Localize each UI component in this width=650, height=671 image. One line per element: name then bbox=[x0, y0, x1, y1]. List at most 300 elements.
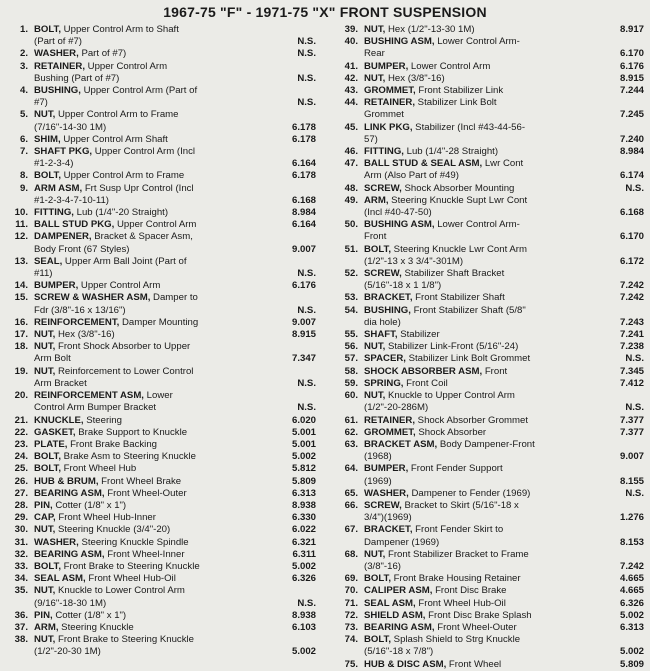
catalog-group-number: 6.178 bbox=[291, 170, 316, 182]
part-number-index: 5. bbox=[19, 109, 28, 121]
catalog-group-number: 5.809 bbox=[291, 475, 316, 487]
part-description-line: Front bbox=[364, 231, 387, 243]
part-number-index: 66. bbox=[344, 499, 358, 511]
part-name: BUSHING, bbox=[34, 85, 81, 97]
part-entry bbox=[334, 488, 644, 500]
catalog-group-number: 7.242 bbox=[619, 280, 644, 292]
part-description-line: BUMPER, Upper Control Arm bbox=[34, 280, 161, 292]
part-name: RETAINER, bbox=[34, 60, 85, 72]
part-description-line: NUT, Front Brake to Steering Knuckle bbox=[34, 634, 194, 646]
part-description-line: GROMMET, Front Stabilizer Link bbox=[364, 85, 504, 97]
part-entry bbox=[4, 610, 320, 622]
part-description-line: BOLT, Steering Knuckle Lwr Cont Arm bbox=[364, 243, 527, 255]
part-description-line: (5/16"-18 x 7/8") bbox=[364, 646, 434, 658]
part-description-line: NUT, Front Stabilizer Bracket to Frame bbox=[364, 548, 529, 560]
part-number-index: 73. bbox=[344, 621, 358, 633]
catalog-group-number: 6.164 bbox=[291, 219, 316, 231]
part-entry bbox=[334, 24, 644, 36]
part-number-index: 14. bbox=[14, 280, 28, 292]
part-entry bbox=[334, 378, 644, 390]
catalog-group-number: 5.002 bbox=[291, 451, 316, 463]
part-number-index: 25. bbox=[14, 463, 28, 475]
part-number-index: 59. bbox=[344, 377, 358, 389]
part-name: NUT, bbox=[34, 365, 56, 377]
part-entry bbox=[334, 366, 644, 378]
part-number-index: 8. bbox=[19, 170, 28, 182]
part-entry bbox=[4, 451, 320, 463]
catalog-group-number: 4.665 bbox=[619, 585, 644, 597]
part-number-index: 11. bbox=[15, 219, 28, 231]
catalog-group-number: N.S. bbox=[297, 597, 316, 609]
part-name: SPACER, bbox=[364, 353, 406, 365]
part-description-line: BOLT, Splash Shield to Strg Knuckle bbox=[364, 634, 521, 646]
part-name: SEAL ASM, bbox=[34, 573, 86, 585]
part-description-line: BEARING ASM, Front Wheel-Outer bbox=[34, 487, 187, 499]
part-name: BOLT, bbox=[34, 560, 62, 572]
part-entry bbox=[334, 573, 644, 585]
part-description-line: (5/16"-18 x 1 1/8") bbox=[364, 280, 442, 292]
part-description-line: BEARING ASM, Front Wheel-Outer bbox=[364, 621, 517, 633]
part-number-index: 1. bbox=[19, 24, 28, 35]
part-number-index: 48. bbox=[344, 182, 358, 194]
part-entry bbox=[334, 341, 644, 353]
part-number-index: 45. bbox=[344, 121, 358, 133]
part-description-line: SHIELD ASM, Front Disc Brake Splash bbox=[364, 609, 532, 621]
part-name: SCREW & WASHER ASM, bbox=[34, 292, 151, 304]
part-description-line: BUSHING, Upper Control Arm (Part of bbox=[34, 85, 198, 97]
part-description-line: WASHER, Steering Knuckle Spindle bbox=[34, 536, 189, 548]
part-description-line: SCREW, Shock Absorber Mounting bbox=[364, 182, 515, 194]
catalog-group-number: 7.347 bbox=[291, 353, 316, 365]
part-description-line: SCREW, Bracket to Skirt (5/16"-18 x bbox=[364, 499, 519, 511]
catalog-group-number: 4.665 bbox=[619, 573, 644, 585]
part-name: PIN, bbox=[34, 609, 53, 621]
part-name: SCREW, bbox=[364, 268, 402, 280]
part-number-index: 44. bbox=[344, 97, 358, 109]
catalog-group-number: N.S. bbox=[297, 48, 316, 60]
parts-column-left bbox=[4, 24, 320, 659]
part-description-line: SEAL ASM, Front Wheel Hub-Oil bbox=[34, 573, 176, 585]
catalog-group-number: 8.938 bbox=[291, 609, 316, 621]
part-number-index: 24. bbox=[14, 451, 28, 463]
part-description-line: BOLT, Front Wheel Hub bbox=[34, 463, 137, 475]
part-number-index: 71. bbox=[344, 597, 358, 609]
part-description-line: (1/2"-20-30 1M) bbox=[34, 646, 101, 658]
part-number-index: 17. bbox=[14, 329, 28, 341]
catalog-group-number: 6.164 bbox=[291, 158, 316, 170]
part-number-index: 42. bbox=[344, 72, 358, 84]
part-entry bbox=[334, 244, 644, 268]
catalog-group-number: 6.311 bbox=[292, 548, 316, 560]
part-name: BALL STUD & SEAL ASM, bbox=[364, 158, 483, 170]
part-entry bbox=[4, 292, 320, 316]
catalog-group-number: 7.245 bbox=[619, 109, 644, 121]
part-description-line: BOLT, Front Brake Housing Retainer bbox=[364, 573, 521, 585]
part-entry bbox=[334, 97, 644, 121]
catalog-group-number: 5.001 bbox=[291, 438, 316, 450]
catalog-group-number: N.S. bbox=[297, 36, 316, 48]
part-name: NUT, bbox=[364, 24, 386, 35]
part-name: BUMPER, bbox=[364, 60, 409, 72]
part-description-line: (1/2"-13 x 3 3/4"-301M) bbox=[364, 255, 464, 267]
part-number-index: 39. bbox=[344, 24, 358, 35]
catalog-group-number: 8.984 bbox=[619, 146, 644, 158]
part-description-line: BUSHING ASM, Lower Control Arm- bbox=[364, 36, 520, 48]
catalog-group-number: 6.326 bbox=[291, 573, 316, 585]
catalog-group-number: 5.002 bbox=[619, 609, 644, 621]
parts-column-right bbox=[334, 24, 644, 671]
catalog-group-number: 6.326 bbox=[619, 597, 644, 609]
part-entry bbox=[334, 463, 644, 487]
catalog-group-number: N.S. bbox=[297, 377, 316, 389]
catalog-group-number: N.S. bbox=[297, 268, 316, 280]
part-entry bbox=[4, 427, 320, 439]
part-number-index: 72. bbox=[344, 609, 358, 621]
part-number-index: 57. bbox=[344, 353, 358, 365]
part-entry bbox=[4, 463, 320, 475]
part-name: BUSHING ASM, bbox=[364, 36, 435, 48]
part-entry bbox=[4, 183, 320, 207]
part-name: HUB & BRUM, bbox=[34, 475, 99, 487]
part-number-index: 34. bbox=[14, 573, 28, 585]
part-name: SHIM, bbox=[34, 133, 61, 145]
part-name: SHAFT, bbox=[364, 329, 398, 341]
part-description-line: ARM, Steering Knuckle Supt Lwr Cont bbox=[364, 194, 528, 206]
part-entry bbox=[334, 36, 644, 60]
part-number-index: 3. bbox=[19, 60, 28, 72]
part-name: BRACKET, bbox=[364, 292, 413, 304]
part-description-line: ARM ASM, Frt Susp Upr Control (Incl bbox=[34, 182, 194, 194]
part-description-line: (7/16"-14-30 1M) bbox=[34, 121, 107, 133]
part-description-line: 57) bbox=[364, 133, 378, 145]
part-description-line: (3/8"-16) bbox=[364, 560, 401, 572]
part-name: NUT, bbox=[34, 585, 56, 597]
part-entry bbox=[334, 292, 644, 304]
part-entry bbox=[334, 122, 644, 146]
part-entry bbox=[4, 537, 320, 549]
part-entry bbox=[334, 549, 644, 573]
part-entry bbox=[4, 573, 320, 585]
part-name: BOLT, bbox=[364, 634, 392, 646]
part-description-line: (Incl #40-47-50) bbox=[364, 207, 432, 219]
part-entry bbox=[4, 61, 320, 85]
catalog-group-number: 8.938 bbox=[291, 499, 316, 511]
part-description-line: SHOCK ABSORBER ASM, Front bbox=[364, 365, 508, 377]
part-description-line: WASHER, Part of #7) bbox=[34, 48, 127, 60]
part-description-line: HUB & BRUM, Front Wheel Brake bbox=[34, 475, 182, 487]
part-description-line: NUT, Hex (1/2"-13-30 1M) bbox=[364, 24, 475, 35]
part-name: HUB & DISC ASM, bbox=[364, 658, 447, 670]
part-name: GROMMET, bbox=[364, 426, 416, 438]
part-number-index: 30. bbox=[14, 524, 28, 536]
catalog-group-number: 9.007 bbox=[619, 451, 644, 463]
part-entry bbox=[334, 524, 644, 548]
part-description-line: Control Arm Bumper Bracket bbox=[34, 402, 157, 414]
part-entry bbox=[334, 195, 644, 219]
part-description-line: Fdr (3/8"-16 x 13/16") bbox=[34, 304, 126, 316]
part-name: BEARING ASM, bbox=[34, 548, 105, 560]
part-name: REINFORCEMENT, bbox=[34, 316, 120, 328]
part-number-index: 35. bbox=[14, 585, 28, 597]
part-entry bbox=[4, 85, 320, 109]
part-entry bbox=[4, 48, 320, 60]
part-number-index: 36. bbox=[14, 609, 28, 621]
catalog-group-number: 7.238 bbox=[619, 341, 644, 353]
part-description-line: WASHER, Dampener to Fender (1969) bbox=[364, 487, 531, 499]
catalog-group-number: 7.412 bbox=[619, 377, 644, 389]
part-number-index: 19. bbox=[14, 365, 28, 377]
part-entry bbox=[4, 219, 320, 231]
catalog-group-number: 6.170 bbox=[619, 48, 644, 60]
part-description-line: BRACKET, Front Fender Skirt to bbox=[364, 524, 504, 536]
part-name: ARM ASM, bbox=[34, 182, 83, 194]
part-description-line: #7) bbox=[34, 97, 48, 109]
part-description-line: SPACER, Stabilizer Link Bolt Grommet bbox=[364, 353, 531, 365]
part-entry bbox=[4, 329, 320, 341]
part-name: BOLT, bbox=[34, 24, 62, 35]
part-number-index: 21. bbox=[14, 414, 28, 426]
catalog-group-number: 6.330 bbox=[291, 512, 316, 524]
catalog-group-number: 6.022 bbox=[291, 524, 316, 536]
part-description-line: BALL STUD PKG, Upper Control Arm bbox=[34, 219, 197, 231]
part-number-index: 6. bbox=[19, 133, 28, 145]
part-number-index: 13. bbox=[14, 255, 28, 267]
part-number-index: 41. bbox=[344, 60, 358, 72]
part-number-index: 28. bbox=[14, 499, 28, 511]
part-name: BEARING ASM, bbox=[34, 487, 105, 499]
catalog-group-number: 5.002 bbox=[291, 560, 316, 572]
part-name: NUT, bbox=[364, 390, 386, 402]
part-name: PIN, bbox=[34, 499, 53, 511]
part-entry bbox=[4, 146, 320, 170]
catalog-group-number: 7.242 bbox=[619, 292, 644, 304]
part-description-line: #1-2-3-4-7-10-11) bbox=[34, 194, 110, 206]
part-name: NUT, bbox=[364, 72, 386, 84]
part-entry bbox=[4, 585, 320, 609]
part-description-line: (1968) bbox=[364, 451, 392, 463]
part-name: ARM, bbox=[364, 194, 389, 206]
part-number-index: 55. bbox=[344, 329, 358, 341]
catalog-group-number: N.S. bbox=[297, 304, 316, 316]
catalog-group-number: 6.178 bbox=[291, 121, 316, 133]
part-name: SHIELD ASM, bbox=[364, 609, 426, 621]
part-description-line: 3/4")(1969) bbox=[364, 512, 412, 524]
part-number-index: 26. bbox=[14, 475, 28, 487]
part-name: SPRING, bbox=[364, 377, 404, 389]
part-number-index: 7. bbox=[19, 146, 28, 158]
part-description-line: NUT, Knuckle to Lower Control Arm bbox=[34, 585, 185, 597]
part-number-index: 22. bbox=[14, 426, 28, 438]
part-number-index: 12. bbox=[14, 231, 28, 243]
catalog-group-number: 6.168 bbox=[619, 207, 644, 219]
catalog-group-number: 8.915 bbox=[619, 72, 644, 84]
catalog-group-number: 6.170 bbox=[619, 231, 644, 243]
catalog-group-number: 6.313 bbox=[291, 487, 316, 499]
part-number-index: 20. bbox=[14, 390, 28, 402]
catalog-group-number: 7.240 bbox=[619, 133, 644, 145]
part-entry bbox=[4, 280, 320, 292]
part-name: BUSHING ASM, bbox=[364, 219, 435, 231]
part-entry bbox=[4, 341, 320, 365]
part-description-line: NUT, Hex (3/8"-16) bbox=[34, 329, 115, 341]
part-description-line: RETAINER, Shock Absorber Grommet bbox=[364, 414, 529, 426]
part-number-index: 50. bbox=[344, 219, 358, 231]
part-description-line: SHAFT, Stabilizer bbox=[364, 329, 440, 341]
catalog-group-number: 8.155 bbox=[619, 475, 644, 487]
part-description-line: NUT, Upper Control Arm to Frame bbox=[34, 109, 179, 121]
part-description-line: KNUCKLE, Steering bbox=[34, 414, 122, 426]
part-name: BRACKET ASM, bbox=[364, 438, 438, 450]
part-entry bbox=[4, 415, 320, 427]
part-description-line: BOLT, Brake Asm to Steering Knuckle bbox=[34, 451, 196, 463]
part-description-line: SHIM, Upper Control Arm Shaft bbox=[34, 133, 168, 145]
page-title: 1967-75 "F" - 1971-75 "X" FRONT SUSPENSION bbox=[163, 4, 487, 20]
part-entry bbox=[4, 439, 320, 451]
catalog-group-number: 6.178 bbox=[291, 133, 316, 145]
part-number-index: 38. bbox=[14, 634, 28, 646]
part-name: NUT, bbox=[34, 329, 56, 341]
catalog-group-number: 9.007 bbox=[291, 243, 316, 255]
part-entry bbox=[334, 268, 644, 292]
part-description-line: NUT, Hex (3/8"-16) bbox=[364, 72, 445, 84]
part-description-line: BOLT, Front Brake to Steering Knuckle bbox=[34, 560, 200, 572]
part-entry bbox=[334, 329, 644, 341]
catalog-group-number: 6.174 bbox=[619, 170, 644, 182]
part-description-line: CALIPER ASM, Front Disc Brake bbox=[364, 585, 507, 597]
part-description-line: RETAINER, Stabilizer Link Bolt bbox=[364, 97, 497, 109]
part-entry bbox=[4, 170, 320, 182]
catalog-group-number: 7.377 bbox=[619, 426, 644, 438]
part-description-line: NUT, Knuckle to Upper Control Arm bbox=[364, 390, 515, 402]
part-description-line: BALL STUD & SEAL ASM, Lwr Cont bbox=[364, 158, 524, 170]
part-number-index: 54. bbox=[344, 304, 358, 316]
part-description-line: ARM, Steering Knuckle bbox=[34, 621, 134, 633]
catalog-group-number: 6.168 bbox=[291, 194, 316, 206]
part-number-index: 52. bbox=[344, 268, 358, 280]
catalog-group-number: 6.313 bbox=[619, 621, 644, 633]
part-entry bbox=[334, 585, 644, 597]
part-number-index: 10. bbox=[14, 207, 28, 219]
catalog-group-number: 6.321 bbox=[291, 536, 316, 548]
part-description-line: FITTING, Lub (1/4"-28 Straight) bbox=[364, 146, 499, 158]
part-name: KNUCKLE, bbox=[34, 414, 84, 426]
part-description-line: #11) bbox=[34, 268, 53, 280]
part-number-index: 53. bbox=[344, 292, 358, 304]
catalog-group-number: 7.241 bbox=[619, 329, 644, 341]
catalog-group-number: 7.377 bbox=[619, 414, 644, 426]
part-entry bbox=[334, 158, 644, 182]
part-description-line: NUT, Stabilizer Link-Front (5/16"-24) bbox=[364, 341, 519, 353]
part-name: NUT, bbox=[34, 524, 56, 536]
part-description-line: dia hole) bbox=[364, 316, 401, 328]
part-name: NUT, bbox=[364, 548, 386, 560]
part-number-index: 18. bbox=[14, 341, 28, 353]
part-description-line: GROMMET, Shock Absorber bbox=[364, 426, 487, 438]
part-name: SHOCK ABSORBER ASM, bbox=[364, 365, 483, 377]
part-description-line: (1/2"-20-286M) bbox=[364, 402, 429, 414]
catalog-group-number: N.S. bbox=[625, 353, 644, 365]
part-name: NUT, bbox=[34, 634, 56, 646]
part-entry bbox=[334, 439, 644, 463]
part-number-index: 51. bbox=[344, 243, 358, 255]
part-description-line: (9/16"-18-30 1M) bbox=[34, 597, 107, 609]
part-name: FITTING, bbox=[34, 207, 74, 219]
part-description-line: PIN, Cotter (1/8" x 1") bbox=[34, 609, 127, 621]
part-number-index: 23. bbox=[14, 438, 28, 450]
part-description-line: #1-2-3-4) bbox=[34, 158, 74, 170]
part-entry bbox=[334, 85, 644, 97]
catalog-group-number: N.S. bbox=[625, 402, 644, 414]
part-entry bbox=[4, 317, 320, 329]
part-name: BOLT, bbox=[34, 170, 62, 182]
part-name: WASHER, bbox=[34, 536, 79, 548]
catalog-group-number: 6.020 bbox=[291, 414, 316, 426]
part-entry bbox=[334, 61, 644, 73]
part-number-index: 75. bbox=[344, 658, 358, 670]
part-description-line: DAMPENER, Bracket & Spacer Asm, bbox=[34, 231, 193, 243]
part-description-line: Rear bbox=[364, 48, 385, 60]
part-entry bbox=[334, 634, 644, 658]
part-description-line: SEAL, Upper Arm Ball Joint (Part of bbox=[34, 255, 187, 267]
catalog-group-number: 5.001 bbox=[291, 426, 316, 438]
part-name: WASHER, bbox=[34, 48, 79, 60]
part-name: BUSHING, bbox=[364, 304, 411, 316]
part-name: SEAL ASM, bbox=[364, 597, 416, 609]
part-description-line: BRACKET ASM, Body Dampener-Front bbox=[364, 438, 535, 450]
part-entry bbox=[334, 659, 644, 671]
part-entry bbox=[4, 256, 320, 280]
part-entry bbox=[4, 476, 320, 488]
part-entry bbox=[334, 305, 644, 329]
part-description-line: BRACKET, Front Stabilizer Shaft bbox=[364, 292, 505, 304]
part-description-line: REINFORCEMENT ASM, Lower bbox=[34, 390, 173, 402]
part-number-index: 29. bbox=[14, 512, 28, 524]
catalog-group-number: 6.103 bbox=[291, 621, 316, 633]
catalog-group-number: 8.153 bbox=[619, 536, 644, 548]
part-description-line: CAP, Front Wheel Hub-Inner bbox=[34, 512, 156, 524]
part-entry bbox=[334, 622, 644, 634]
part-name: LINK PKG, bbox=[364, 121, 413, 133]
part-description-line: BUMPER, Lower Control Arm bbox=[364, 60, 491, 72]
part-number-index: 47. bbox=[344, 158, 358, 170]
part-name: DAMPENER, bbox=[34, 231, 92, 243]
catalog-group-number: 6.176 bbox=[619, 60, 644, 72]
part-entry bbox=[334, 390, 644, 414]
part-description-line: SCREW & WASHER ASM, Damper to bbox=[34, 292, 198, 304]
part-description-line: GASKET, Brake Support to Knuckle bbox=[34, 426, 188, 438]
part-name: REINFORCEMENT ASM, bbox=[34, 390, 144, 402]
part-name: GASKET, bbox=[34, 426, 76, 438]
part-number-index: 33. bbox=[14, 560, 28, 572]
part-name: ARM, bbox=[34, 621, 59, 633]
part-entry bbox=[4, 524, 320, 536]
part-entry bbox=[334, 183, 644, 195]
part-description-line: SPRING, Front Coil bbox=[364, 377, 448, 389]
part-description-line: Bushing (Part of #7) bbox=[34, 72, 120, 84]
part-name: RETAINER, bbox=[364, 414, 415, 426]
part-number-index: 31. bbox=[14, 536, 28, 548]
catalog-group-number: 8.915 bbox=[291, 329, 316, 341]
part-number-index: 43. bbox=[344, 85, 358, 97]
part-description-line: PIN, Cotter (1/8" x 1") bbox=[34, 499, 127, 511]
part-description-line: BUSHING, Front Stabilizer Shaft (5/8" bbox=[364, 304, 526, 316]
part-entry bbox=[334, 610, 644, 622]
part-entry bbox=[4, 512, 320, 524]
catalog-group-number: 7.244 bbox=[619, 85, 644, 97]
part-entry bbox=[4, 390, 320, 414]
part-description-line: LINK PKG, Stabilizer (Incl #43-44-56- bbox=[364, 121, 526, 133]
part-entry bbox=[4, 207, 320, 219]
